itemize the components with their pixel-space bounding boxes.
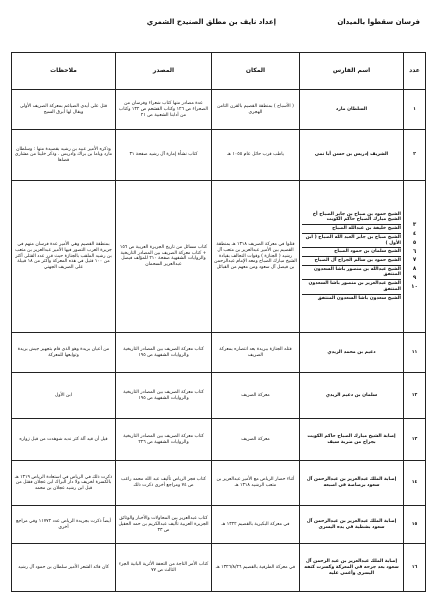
place-cell: معركة الصريف	[212, 373, 300, 419]
source-cell: كتاب نشأة إمارة آل رشيد صفحة ٣١	[116, 130, 212, 181]
table-row	[12, 461, 426, 506]
table-row	[12, 90, 426, 130]
row-number: ١١	[404, 332, 426, 372]
row-number: ٣	[412, 221, 417, 228]
col-header-name: اسم الفارس	[300, 53, 404, 90]
row-number: ١٠	[411, 284, 418, 291]
document-author: إعداد نايف بن مطلق الصنيدح الشمري	[146, 18, 276, 26]
row-number: ٩	[412, 275, 417, 282]
knight-name: الشيخ صباح بن جابر العبد الله الصباح ( ابن الأول )	[302, 233, 401, 247]
knight-name: إصابة الشيخ مبارك الصباح حاكم الكويت بجراح من ضربة سيف	[300, 418, 404, 461]
table-header-row	[12, 53, 426, 90]
source-cell: كتاب معركة الصريف بين المصادر التاريخية والروايات الشفهية ص ١٩٥	[116, 373, 212, 419]
knight-name: الشريف إدريس بن حسن أبا نمي	[300, 130, 404, 181]
row-number: ٥	[412, 239, 417, 246]
row-number: ٦	[412, 248, 417, 255]
row-number: ٤	[412, 230, 417, 237]
row-number: ١٣	[404, 418, 426, 461]
place-cell: ياطب قرب حائل عام ١٠٥٥ هـ	[212, 130, 300, 181]
table-row	[12, 130, 426, 181]
row-numbers-group	[404, 181, 426, 333]
knight-name: الشيخ عبدالعزيز بن منصور باشا السعدون المنتفق	[302, 279, 401, 293]
col-header-place: المكان	[212, 53, 300, 90]
col-header-notes: ملاحظات	[12, 53, 116, 90]
notes-cell: من أعيان بريدة وهو الذي قام بتجهيز جيش بريدة وتوابعها للمعركة	[12, 332, 116, 372]
source-cell: كتاب عبدالعزيز بين المحاولات والأخبار والوثائق الجزيرة العربية تأليف عبدالكريم بن حمد الحقيل ص ٣٣	[116, 505, 212, 543]
col-header-source: المصدر	[116, 53, 212, 90]
source-cell: كتاب معركة الصريف بين المصادر التاريخية والروايات الشفهية ص ٢٢٦	[116, 418, 212, 461]
source-cell: عدة مصادر منها كتاب شعراء وفرسان من الصحراء ص ١٢٦ وكتاب القشعم ص ١٣٢ وكتاب من أدابنا الشعبية ص ٢١	[116, 90, 212, 130]
place-cell: في معركة البكيرية بالقصيم ١٣٢٢ هـ	[212, 505, 300, 543]
notes-cell: قتل على أيدي الضياغم بمعركة الصريف الأولى ويقال لها أبرق السيح	[12, 90, 116, 130]
knight-name: إصابة الملك عبدالعزيز بن عبد الرحمن آل سعود بعد جرحه في المعركة وكسرت كتفه اليسرى وأغمي عليه	[300, 544, 404, 592]
table-row	[12, 418, 426, 461]
source-cell: كتاب فجر الرياض تأليف عبد الله محمد راغب ص ٧٤ ومراجع أخرى ذكرت ذلك	[116, 461, 212, 506]
knight-name: الشيخ عبدالله بن منصور باشا السعدون المنتفق	[302, 265, 401, 279]
knight-name: سلمان بن دعيم الريدي	[300, 373, 404, 419]
place-cell: معركة الصريف	[212, 418, 300, 461]
notes-cell: ذكرت ذلك في الرياض في استعادة الرياض ١٣١٩ هـ بالكسرة لخريف ولا دار البراك ابن عجلان فقتل من قبل ابن رشيد عجلان بن محمد	[12, 461, 116, 506]
knight-name: الشيخ خليفة بن عبدالله الصباح	[302, 224, 401, 233]
place-cell: قتله الجنازة ببريدة بعد انتصاره بمعركة الصريف	[212, 332, 300, 372]
notes-cell: ابن الأول	[12, 373, 116, 419]
knight-name: إصابة الملك عبدالعزيز بن عبدالرحمن آل سعود برصاصة في اصبعه	[300, 461, 404, 506]
table-row-group	[12, 181, 426, 333]
row-number: ٨	[412, 266, 417, 273]
knight-names-group	[300, 181, 404, 333]
place-cell: أثناء حصار الرياض مع الأمير عبدالعزيز بن متعب الرشيد ١٣١٨ هـ	[212, 461, 300, 506]
row-number: ١٤	[404, 461, 426, 506]
row-number: ٧	[412, 257, 417, 264]
knight-name: دعيم بن محمد الريدي	[300, 332, 404, 372]
knight-name: الشيخ سعدون باشا السعدون المنتفق	[302, 294, 401, 303]
document-title: فرسان سقطوا بالميدان	[337, 18, 420, 26]
knight-name: الشيخ حمود بن صباح بن جابر الصباح أخ الشيخ مبارك الصباح حاكم الكويت	[312, 211, 401, 223]
table-row	[12, 544, 426, 592]
page-header	[10, 18, 426, 32]
knight-name: الشيخ حمود بن سالم الجراح آل الصباح	[302, 256, 401, 265]
row-number: ١٢	[404, 373, 426, 419]
table-row	[12, 505, 426, 543]
source-cell: كتاب مسائل من تاريخ الجزيرة العربية ص ١٥٦ + كتاب معركة الصريف بين المصادر التاريخية والروايات الشفهية صفحة ٢١٠ للمؤلف فيصل عبدالعزيز السحمان	[116, 181, 212, 333]
row-number: ١٥	[404, 505, 426, 543]
place-cell: قتلوا في معركة الصريف ١٣١٨ هـ بمنطقة القصيم بين الأمير عبدالعزيز بن متعب آل رشيد ( الجنازة ) وقوات التحالف بقيادة الشيخ مبارك الصباح ومعه الإمام عبدالرحمن بن فيصل آل سعود ومن معهم من القبائل	[212, 181, 300, 333]
knights-table	[11, 52, 426, 592]
source-cell: كتاب الأمر التاجة من التحفة الأثرية البانية الجزء الثالث ص ٧٧	[116, 544, 212, 592]
row-number: ١٦	[404, 544, 426, 592]
notes-cell: كان قائد الشعر الأمير سلطان بن حمود آل رشيد	[12, 544, 116, 592]
col-header-num: عدد	[404, 53, 426, 90]
table-row	[12, 332, 426, 372]
source-cell: كتاب معركة الصريف بين المصادر التاريخية والروايات الشفهية ص ١٩٥	[116, 332, 212, 372]
place-cell: ( الأسباح ) بمنطقة القصيم بالقرن الثامن الهجري	[212, 90, 300, 130]
knight-name: إصابة الملك عبدالعزيز بن عبدالرحمن آل سعود بشظية في يده اليسرى	[300, 505, 404, 543]
knight-name: الشيخ سلمان بن حمود الصباح	[302, 247, 401, 256]
row-number: ١	[404, 90, 426, 130]
notes-cell: وذكره الأمير عبيد بن رشيد بقصيدة منها : وسلطان مارد وياما بن براك وادريس . وذكر خلينا من مشاري قضاها	[12, 130, 116, 181]
row-number: ٢	[404, 130, 426, 181]
place-cell: في معركة الطرفية بالقصيم ١٣٢٦/٨/٢٦ هـ	[212, 544, 300, 592]
notes-cell: بمنطقة القصيم وهي الأمير عدة فرسان منهم في جزيرة العرب التصور فيها الأمير عبدالعزيز بن متعب بن رشيد الملقب بالجنازة حيث قرر عدد القتلى أكثر من ١٠٠ قتيل في هذه المعركة وأكثر من ١٨ قبيلة على الصريف الجهني	[12, 181, 116, 333]
table-row	[12, 373, 426, 419]
knight-name: السلطان مارد	[300, 90, 404, 130]
notes-cell: أيضاً ذكرت بجريدة الرياض عدد ١١٧٧٢ وفي مراجع أخرى	[12, 505, 116, 543]
notes-cell: قيل أن قيد آلة كثر ندبه شوهدت من قبل زواره	[12, 418, 116, 461]
